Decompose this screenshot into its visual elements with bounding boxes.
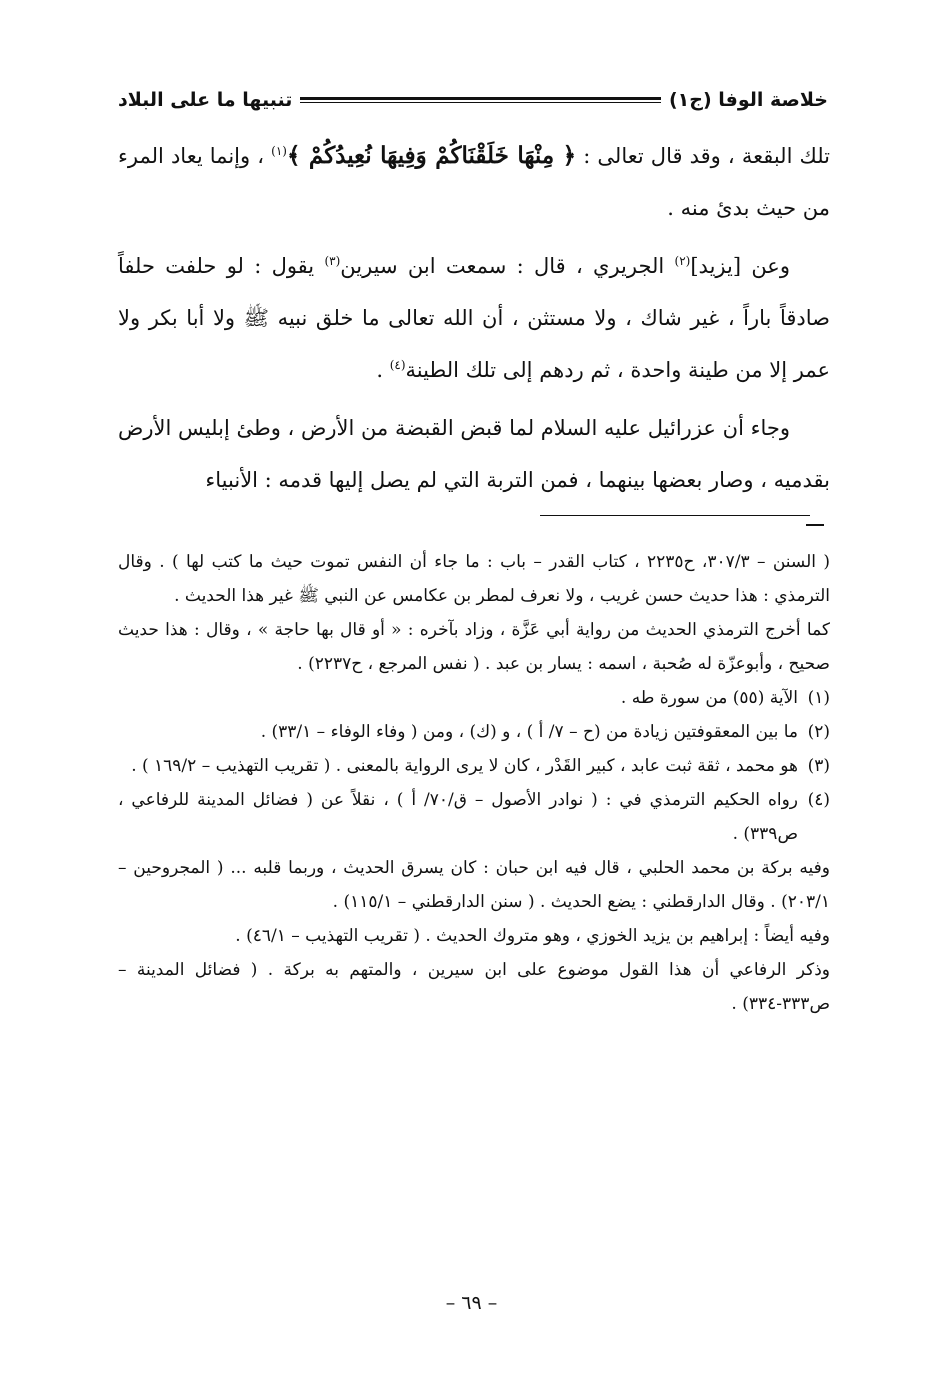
footnote-separator: [540, 515, 810, 516]
footnote-4-number: (٤): [807, 790, 830, 810]
paragraph-1-text-a: تلك البقعة ، وقد قال تعالى :: [576, 144, 831, 168]
footnote-4: [118, 783, 830, 851]
header-rule: [300, 97, 661, 103]
footnote-3-number: (٣): [807, 756, 830, 776]
footnote-4-text: رواه الحكيم الترمذي في : ( نوادر الأصول – ق/٧٠/ أ ) ، نقلاً عن ( فضائل المدينة للرفاعي ، ص٣٣٩) .: [118, 790, 798, 844]
footnote-1-number: (١): [807, 688, 830, 708]
footnote-ref-2: (٢): [674, 254, 691, 268]
quran-verse: ﴿ مِنْهَا خَلَقْنَاكُمْ وَفِيهَا نُعِيدُكُمْ ﴾: [286, 142, 577, 169]
footnote-4-extra-3: وذكر الرفاعي أن هذا القول موضوع على ابن سيرين ، والمتهم به بركة . ( فضائل المدينة – ص٣٣٣-٣٣٤) .: [118, 960, 830, 1014]
header-chapter-title: تنبيها ما على البلاد: [118, 89, 293, 111]
footnote-ref-3: (٣): [324, 254, 341, 268]
paragraph-2-text-b: الجريري ، قال : سمعت ابن سيرين: [340, 254, 675, 278]
paragraph-1-text-b: ، وإنما يعاد المرء من حيث بدئ منه .: [118, 144, 830, 220]
header-book-title: خلاصة الوفا (ج١): [668, 89, 828, 111]
footnote-1: [118, 681, 830, 715]
running-header: [118, 88, 828, 112]
footnote-1-text: الآية (٥٥) من سورة طه .: [620, 688, 798, 708]
footnote-2-text: ما بين المعقوفتين زيادة من (ح – ٧/ أ ) ، و (ك) ، ومن ( وفاء الوفاء – ٣٣/١) .: [260, 722, 798, 742]
paragraph-1: [118, 130, 830, 234]
footnote-separator-mark: [806, 524, 824, 526]
paragraph-2-text-a: وعن [يزيد]: [690, 254, 790, 278]
footnote-ref-1: (١): [271, 144, 287, 158]
footnote-2: [118, 715, 830, 749]
footnote-2-number: (٢): [807, 722, 830, 742]
footnotes: [118, 545, 830, 1021]
paragraph-3: وجاء أن عزرائيل عليه السلام لما قبض القبضة من الأرض ، وطئ إبليس الأرض بقدميه ، وصار بعضها بينهما ، فمن التربة التي لم يصل إليها قدمه : الأنبياء: [118, 416, 830, 492]
footnote-3: [118, 749, 830, 783]
page-number: – ٦٩ –: [445, 1292, 498, 1314]
paragraph-2: [118, 240, 830, 396]
main-text: [118, 130, 830, 506]
footnote-4-extra-2: وفيه أيضاً : إبراهيم بن يزيد الخوزي ، وهو متروك الحديث . ( تقريب التهذيب – ٤٦/١) .: [235, 926, 830, 946]
paragraph-2-text-d: .: [376, 358, 390, 382]
paragraph-2-text-c: يقول : لو حلفت حلفاً صادقاً باراً ، غير شاك ، ولا مستثن ، أن الله تعالى ما خلق نبيه ﷺ ولا أبا بكر ولا عمر إلا من طينة واحدة ، ثم ردهم إلى تلك الطينة: [118, 254, 830, 382]
footnote-3-text: هو محمد ، ثقة ثبت عابد ، كبير القَدْر ، كان لا يرى الرواية بالمعنى . ( تقريب التهذيب – ١٦٩/٢ ) .: [131, 756, 798, 776]
footnote-4-extra-1: وفيه بركة بن محمد الحلبي ، قال فيه ابن حبان : كان يسرق الحديث ، وربما قلبه ... ( المجروحين – ٢٠٣/١) . وقال الدارقطني : يضع الحديث . ( سنن الدارقطني – ١١٥/١) .: [118, 858, 830, 912]
footnote-continuation-2: كما أخرج الترمذي الحديث من رواية أبي عَزَّة ، وزاد بآخره : « أو قال بها حاجة » ، وقال : هذا حديث صحيح ، وأبوعزّة له صُحبة ، اسمه : يسار بن عبد . ( نفس المرجع ، ح٢٢٣٧) .: [118, 620, 830, 674]
footnote-ref-4: (٤): [389, 358, 406, 372]
footnote-continuation-1: ( السنن – ٣٠٧/٣، ح٢٢٣٥ ، كتاب القدر – باب : ما جاء أن النفس تموت حيث ما كتب لها ) . وقال الترمذي : هذا حديث حسن غريب ، ولا نعرف لمطر بن عكامس عن النبي ﷺ غير هذا الحديث .: [118, 552, 830, 606]
